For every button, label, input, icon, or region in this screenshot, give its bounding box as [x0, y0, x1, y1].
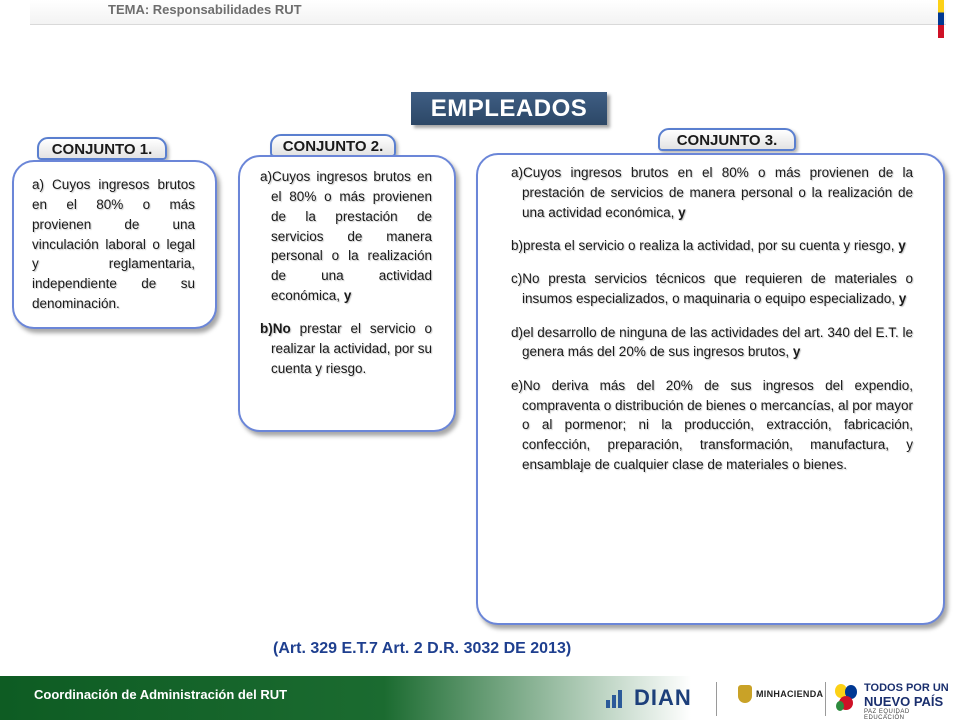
minhacienda-logo	[738, 684, 824, 706]
conjunto-2-item-a: a)Cuyos ingresos brutos en el 80% o más provienen de la prestación de servicios de manera personal o la realización de una actividad económica, y	[260, 169, 432, 304]
conjunto-1-text: a) Cuyos ingresos brutos en el 80% o más provienen de una vinculación laboral o legal y reglamentaria, independiente de su denominación.	[32, 177, 195, 312]
conjunto-3-panel	[476, 153, 945, 625]
flower-icon	[832, 682, 860, 714]
dian-logo-text: DIAN	[634, 685, 692, 710]
nuevo-pais-line2: NUEVO PAÍS	[864, 694, 944, 709]
nuevo-pais-logo	[832, 680, 952, 721]
shield-icon	[738, 685, 752, 703]
nuevo-pais-line3: PAZ EQUIDAD EDUCACIÓN	[864, 709, 910, 721]
conjunto-3-item-c: c)No presta servicios técnicos que requieren de materiales o insumos especializados, o maquinaria o equipo especializado, y	[511, 271, 913, 307]
nuevo-pais-line1: TODOS POR UN	[864, 682, 949, 694]
conjunto-2-tab: CONJUNTO 2.	[270, 134, 396, 157]
conjunto-1-panel	[12, 160, 217, 329]
conjunto-3-item-d: d)el desarrollo de ninguna de las actividades del art. 340 del E.T. le genera más del 20% de sus ingresos brutos, y	[511, 324, 913, 360]
dian-bars-icon	[606, 688, 630, 708]
tema-title: TEMA: Responsabilidades RUT	[108, 2, 302, 17]
dian-logo	[606, 685, 692, 711]
conjunto-3-item-e: e)No deriva más del 20% de sus ingresos del expendio, compraventa o distribución de bienes o mercancías, al por mayor o al pormenor; ni la producción, extracción, fabricación, confección, preparación, transformación, manufactura, y ensamblaje de cualquier clase de materiales o bienes.	[511, 377, 913, 473]
footer-coordinacion: Coordinación de Administración del RUT	[34, 687, 288, 702]
top-header-bar	[30, 0, 946, 25]
conjunto-2-panel	[238, 155, 456, 432]
conjunto-3-item-b: b)presta el servicio o realiza la actividad, por su cuenta y riesgo, y	[511, 238, 906, 254]
logo-divider	[716, 682, 717, 716]
minhacienda-logo-text: MINHACIENDA	[756, 689, 824, 699]
page-title: EMPLEADOS	[411, 92, 607, 125]
logo-divider	[825, 682, 826, 716]
conjunto-2-item-b: b)No prestar el servicio o realizar la actividad, por su cuenta y riesgo.	[260, 320, 432, 376]
conjunto-1-tab: CONJUNTO 1.	[37, 137, 167, 160]
flag-stripe	[938, 0, 944, 38]
legal-reference: (Art. 329 E.T.7 Art. 2 D.R. 3032 DE 2013)	[273, 640, 572, 657]
conjunto-3-item-a: a)Cuyos ingresos brutos en el 80% o más provienen de la prestación de servicios de manera personal o la realización de una actividad económica, y	[511, 165, 913, 220]
conjunto-3-tab: CONJUNTO 3.	[658, 128, 796, 151]
